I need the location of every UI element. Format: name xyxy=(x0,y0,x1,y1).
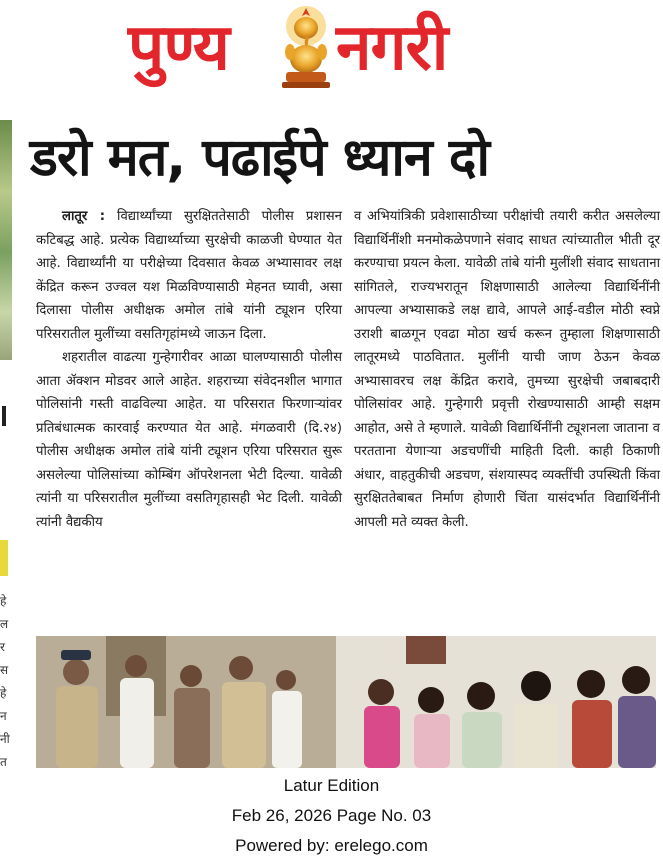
masthead-title-right: नगरी xyxy=(336,11,448,85)
article-column-left xyxy=(36,205,342,534)
adjacent-highlight-fragment xyxy=(0,540,8,576)
police-students-meeting-image xyxy=(36,636,656,768)
adjacent-text-fragment: हे ल र स हे न नी त xyxy=(0,594,10,769)
ganesha-logo-icon xyxy=(276,4,336,90)
masthead-title-left: पुण्य xyxy=(128,11,229,85)
powered-by-label: Powered by: erelego.com xyxy=(235,836,428,855)
masthead xyxy=(0,0,663,100)
date-page-label: Feb 26, 2026 Page No. 03 xyxy=(231,806,432,825)
adjacent-rule-fragment xyxy=(2,406,6,426)
edition-label: Latur Edition xyxy=(283,776,380,795)
article-paragraph: शहरातील वाढत्या गुन्हेगारीवर आळा घालण्यासाठी पोलीस आता ॲक्शन मोडवर आले आहेत. शहराच्या संवेदनशील भागात पोलिसांनी गस्ती वाढविल्या आहेत. या परिसरात फिरणाऱ्यांवर प्रतिबंधात्मक कारवाई करण्यात येत आहे. मंगळवारी (दि.२४) पोलीस अधीक्षक अमोल तांबे यांनी ट्यूशन एरिया परिसरात सुरू असलेल्या पोलिसांच्या कोम्बिंग ऑपरेशनला भेटी दिल्या. यावेळी त्यांनी या परिसरातील मुलींच्या वसतिगृहासही भेट दिली. यावेळी त्यांनी वैद्यकीय xyxy=(36,350,342,530)
article-headline: डरो मत, पढाईपे ध्यान दो xyxy=(30,128,489,188)
article-paragraph: व अभियांत्रिकी प्रवेशासाठीच्या परीक्षांची तयारी करीत असलेल्या विद्यार्थिनींशी मनमोकळेपणाने संवाद साधत त्यांच्यातील भीती दूर करण्याचा प्रयत्न केला. यावेळी तांबे यांनी मुलींशी संवाद साधताना सांगितले, राज्यभरातून शिक्षणासाठी आलेल्या विद्यार्थिनींनी आपल्या अभ्यासाकडे लक्ष द्यावे, आपले आई-वडील मोठी स्वप्ने उराशी बाळगून एवढा मोठा खर्च करून तुम्हाला शिक्षणासाठी लातूरमध्ये पाठवितात. मुलींनी याची जाण ठेऊन केवळ अभ्यासावरच लक्ष केंद्रित करावे, तुमच्या सुरक्षेची जबाबदारी पोलिसांवर आहे. गुन्हेगारी प्रवृत्ती रोखण्यासाठी आम्ही सक्षम आहोत, असे ते म्हणाले. यावेळी विद्यार्थिनींनी ट्यूशनला जाताना व परतताना येणाऱ्या अडचणींची माहिती दिली. काही ठिकाणी अंधार, वाहतुकीची अडचण, संशयास्पद व्यक्तींची उपस्थिती किंवा सुरक्षिततेबाबत निर्माण होणारी चिंता यासंदर्भात विद्यार्थिनींनी आपली मते व्यक्त केली. xyxy=(354,209,660,530)
article-column-right xyxy=(354,205,660,534)
adjacent-article-fragment xyxy=(0,120,12,780)
adjacent-image-fragment xyxy=(0,120,12,360)
article-dateline: लातूर : xyxy=(62,209,105,224)
article-paragraph-text: विद्यार्थ्यांच्या सुरक्षिततेसाठी पोलीस प्रशासन कटिबद्ध आहे. प्रत्येक विद्यार्थ्याच्या सुरक्षेची काळजी घेण्यात येत आहे. विद्यार्थ्यांनी या परीक्षेच्या दिवसात केवळ अभ्यासावर लक्ष केंद्रित करून उज्वल यश मिळविण्यासाठी मेहनत घ्यावी, असा दिलासा पोलीस अधीक्षक अमोल तांबे यांनी ट्यूशन एरिया परिसरातील मुलींच्या वसतिगृहांमध्ये जाऊन दिला. xyxy=(36,209,342,342)
article-paragraph xyxy=(36,205,342,346)
article-photo xyxy=(36,636,656,768)
